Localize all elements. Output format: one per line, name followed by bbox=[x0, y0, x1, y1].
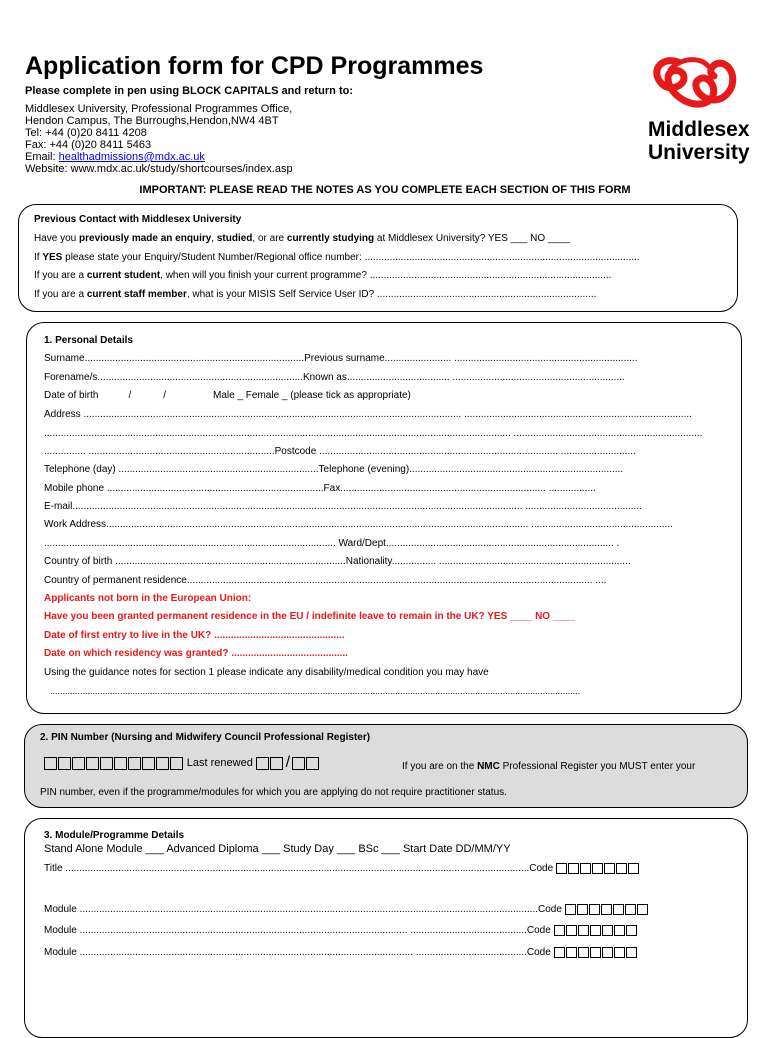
disability-field[interactable]: .................................................................................................................................................................................................................... bbox=[50, 686, 581, 696]
website-line: Website: www.mdx.ac.uk/study/shortcourses/index.asp bbox=[25, 163, 293, 175]
guidance-text: Using the guidance notes for section 1 please indicate any disability/medical condition you may have bbox=[44, 667, 489, 678]
university-logo bbox=[640, 50, 750, 170]
section-heading: 3. Module/Programme Details bbox=[44, 830, 185, 841]
country-of-birth-field[interactable]: Country of birth ...................................................................................Nationality................ ..................................................................... bbox=[44, 556, 631, 567]
pin-input[interactable]: Last renewed / bbox=[44, 754, 320, 772]
postcode-field[interactable]: ............... ...................................................................Postcode ...................................................................................... ........................... bbox=[44, 446, 636, 457]
address-line: Tel: +44 (0)20 8411 4208 bbox=[25, 127, 147, 139]
email-field[interactable]: E-mail.................................................................................................................................................................. .......................................... bbox=[44, 501, 642, 512]
programme-type-options[interactable]: Stand Alone Module ___ Advanced Diploma ___ Study Day ___ BSc ___ Start Date DD/MM/YY bbox=[44, 843, 511, 855]
country-residence-field[interactable]: Country of permanent residence.................................................................................................................................................. .... bbox=[44, 575, 607, 586]
address-field[interactable]: Address ........................................................................................................................................ .................................................................................. bbox=[44, 409, 692, 420]
address-field-2[interactable]: ........................................................................................................................................................................ .................................................................... bbox=[44, 428, 703, 439]
module-field[interactable]: Module ........................................................................................................................ ........................................Code bbox=[44, 947, 638, 958]
staff-id-field[interactable]: If you are a current staff member, what is your MISIS Self Service User ID? ............................................................................... bbox=[34, 289, 597, 300]
return-address bbox=[25, 103, 293, 175]
gender-field[interactable]: Male _ Female _ (please tick as appropriate) bbox=[213, 390, 411, 401]
enquiry-number-field[interactable]: If YES please state your Enquiry/Student Number/Regional office number: ................................................................................................... bbox=[34, 252, 640, 263]
section-heading: Previous Contact with Middlesex University bbox=[34, 214, 242, 225]
non-eu-heading: Applicants not born in the European Union: bbox=[44, 593, 252, 604]
current-student-field[interactable]: If you are a current student, when will you finish your current programme? ....................................................................................... bbox=[34, 270, 612, 281]
logo-text-line: Middlesex bbox=[648, 118, 750, 141]
mobile-fax-field[interactable]: Mobile phone ..............................................................................Fax.......................................................................... ................. bbox=[44, 483, 596, 494]
address-line: Fax: +44 (0)20 8411 5463 bbox=[25, 139, 152, 151]
surname-field[interactable]: Surname...............................................................................Previous surname........................ .................................................................. bbox=[44, 353, 638, 364]
email-line: Email: healthadmissions@mdx.ac.uk bbox=[25, 151, 205, 163]
module-field[interactable]: Module .....................................................................................................................................................................Code bbox=[44, 904, 649, 915]
telephone-field[interactable]: Telephone (day) ........................................................................Telephone (evening)............................................................................. bbox=[44, 464, 624, 475]
logo-mark-icon bbox=[640, 50, 750, 120]
residence-question[interactable]: Have you been granted permanent residence in the EU / indefinite leave to remain in the UK? YES ____ NO ____ bbox=[44, 611, 576, 622]
instructions: Please complete in pen using BLOCK CAPITALS and return to: bbox=[25, 85, 353, 97]
page-title: Application form for CPD Programmes bbox=[25, 52, 484, 80]
dob-field[interactable]: Date of birth / / bbox=[44, 390, 167, 401]
previous-contact-question[interactable]: Have you previously made an enquiry, studied, or are currently studying at Middlesex University? YES ___ NO ____ bbox=[34, 233, 571, 244]
email-link[interactable]: healthadmissions@mdx.ac.uk bbox=[58, 151, 205, 163]
last-renewed-label: Last renewed bbox=[186, 757, 253, 769]
residency-date-field[interactable]: Date on which residency was granted? .......................................... bbox=[44, 648, 348, 659]
nmc-instruction: If you are on the NMC Professional Register you MUST enter your bbox=[402, 761, 696, 772]
address-line: Hendon Campus, The Burroughs,Hendon,NW4 4BT bbox=[25, 115, 279, 127]
important-notice: IMPORTANT: PLEASE READ THE NOTES AS YOU COMPLETE EACH SECTION OF THIS FORM bbox=[139, 184, 631, 196]
logo-text-line: University bbox=[648, 141, 750, 164]
work-address-field[interactable]: Work Address........................................................................................................................................................ ................................................... bbox=[44, 519, 673, 530]
date-first-entry-field[interactable]: Date of first entry to live in the UK? ............................................... bbox=[44, 630, 345, 641]
module-field[interactable]: Module ...................................................................................................................... ..........................................Code bbox=[44, 925, 638, 936]
title-field[interactable]: Title .......................................................................................................................................................................Code bbox=[44, 863, 640, 874]
section-heading: 2. PIN Number (Nursing and Midwifery Council Professional Register) bbox=[40, 732, 371, 743]
ward-field[interactable]: ......................................................................................................... Ward/Dept.................................................................................. . bbox=[44, 538, 620, 549]
nmc-instruction-2: PIN number, even if the programme/modules for which you are applying do not require practitioner status. bbox=[40, 787, 507, 798]
address-line: Middlesex University, Professional Programmes Office, bbox=[25, 103, 293, 115]
section-heading: 1. Personal Details bbox=[44, 335, 133, 346]
forename-field[interactable]: Forename/s..........................................................................Known as..................................... .............................................................. bbox=[44, 372, 625, 383]
